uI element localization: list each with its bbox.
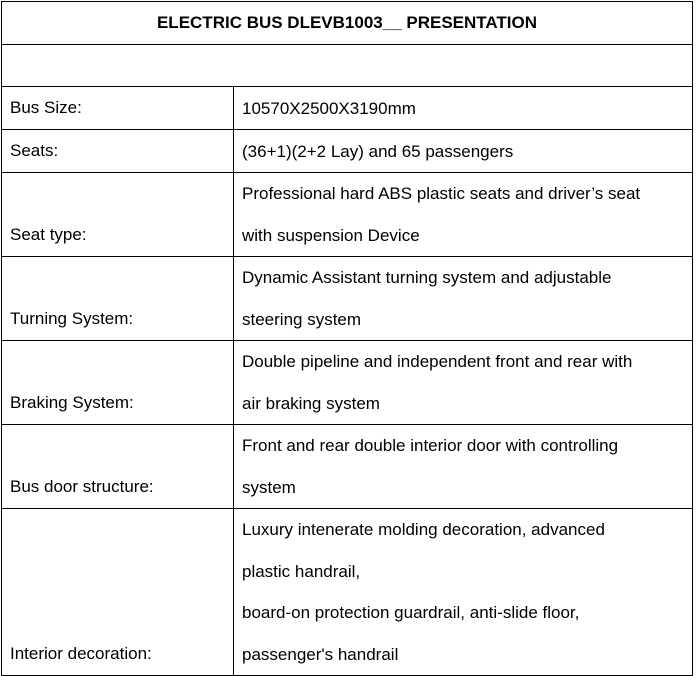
row-label: Braking System: <box>2 341 234 425</box>
row-label: Bus Size: <box>2 87 234 130</box>
row-label: Bus door structure: <box>2 425 234 509</box>
row-value <box>234 425 693 509</box>
value-line: Professional hard ABS plastic seats and driver’s seat <box>242 184 641 203</box>
row-value <box>234 257 693 341</box>
value-line: (36+1)(2+2 Lay) and 65 passengers <box>242 141 514 161</box>
value-line: Front and rear double interior door with controlling <box>242 436 619 455</box>
row-label: Interior decoration: <box>2 509 234 676</box>
table-row-bus-size <box>2 87 693 130</box>
table-title: ELECTRIC BUS DLEVB1003__ PRESENTATION <box>2 2 693 45</box>
title-row <box>2 2 693 45</box>
row-value <box>234 130 693 173</box>
table-row-seats <box>2 130 693 173</box>
blank-row <box>2 45 693 87</box>
row-label: Turning System: <box>2 257 234 341</box>
table-row-seat-type <box>2 173 693 257</box>
blank-cell <box>2 45 693 87</box>
table-row-turning-system <box>2 257 693 341</box>
value-line: passenger's handrail <box>242 644 399 664</box>
value-line: Double pipeline and independent front and rear with <box>242 352 633 371</box>
value-line: with suspension Device <box>242 225 420 245</box>
row-value <box>234 509 693 676</box>
table-row-braking-system <box>2 341 693 425</box>
value-line: Dynamic Assistant turning system and adjustable <box>242 268 612 287</box>
value-line: Luxury intenerate molding decoration, advanced <box>242 520 605 539</box>
table-row-interior-decoration <box>2 509 693 676</box>
value-line: air braking system <box>242 393 380 413</box>
row-value <box>234 87 693 130</box>
row-label: Seats: <box>2 130 234 173</box>
row-label: Seat type: <box>2 173 234 257</box>
row-value <box>234 341 693 425</box>
table-row-bus-door-structure <box>2 425 693 509</box>
value-line: system <box>242 477 296 497</box>
spec-table <box>1 1 693 676</box>
value-line: 10570X2500X3190mm <box>242 98 416 118</box>
row-value <box>234 173 693 257</box>
value-line: plastic handrail, <box>242 561 361 581</box>
value-line: board-on protection guardrail, anti-slide floor, <box>242 603 580 622</box>
value-line: steering system <box>242 309 362 329</box>
